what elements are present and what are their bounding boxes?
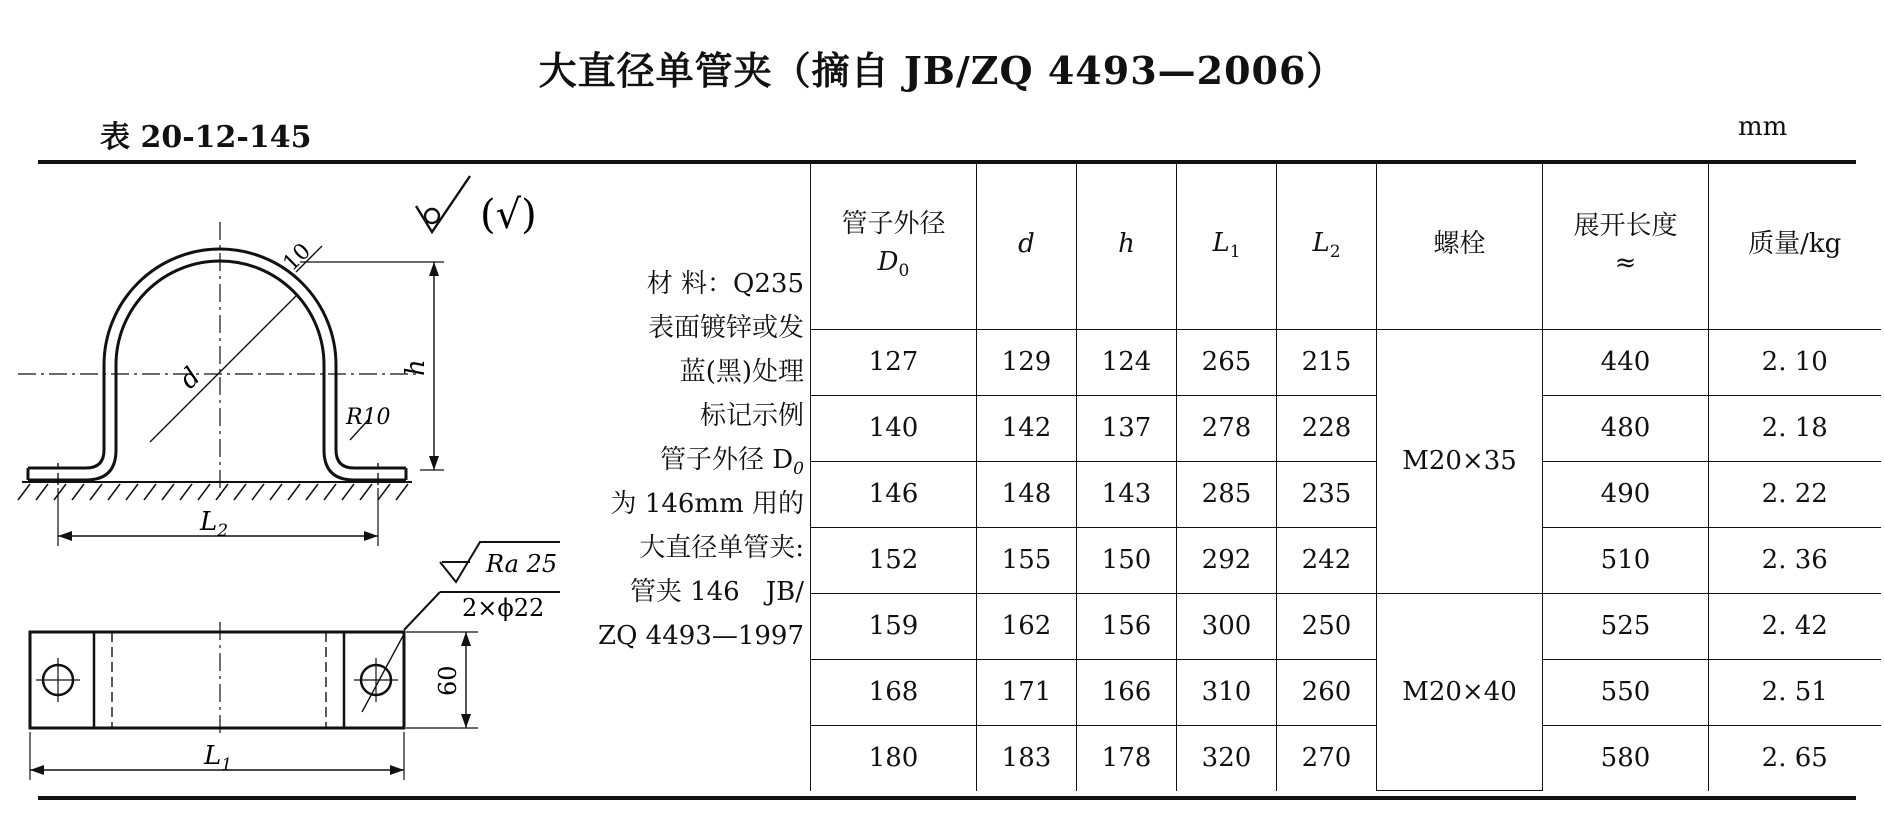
cell-pipe-od: 180 bbox=[811, 725, 977, 791]
cell-developed-length: 510 bbox=[1543, 527, 1709, 593]
cell-L1: 320 bbox=[1177, 725, 1277, 791]
cell-developed-length: 480 bbox=[1543, 395, 1709, 461]
cell-h: 137 bbox=[1077, 395, 1177, 461]
cell-L1: 285 bbox=[1177, 461, 1277, 527]
note-marking-5: ZQ 4493—1997 bbox=[598, 621, 804, 651]
cell-developed-length: 525 bbox=[1543, 593, 1709, 659]
cell-pipe-od: 159 bbox=[811, 593, 977, 659]
cell-pipe-od: 146 bbox=[811, 461, 977, 527]
plan-view bbox=[30, 622, 478, 780]
cell-developed-length: 490 bbox=[1543, 461, 1709, 527]
note-marking-2: 为 146mm 用的 bbox=[610, 489, 804, 519]
roughness-ra-label: Ra 25 bbox=[486, 550, 558, 578]
table-row bbox=[811, 593, 1881, 659]
table-row bbox=[811, 527, 1881, 593]
cell-pipe-od: 152 bbox=[811, 527, 977, 593]
cell-mass: 2. 10 bbox=[1709, 329, 1881, 395]
header-L1: $L_1$ bbox=[1177, 162, 1277, 329]
front-view bbox=[18, 222, 444, 546]
page-title: 大直径单管夹（摘自 JB/ZQ 4493—2006） bbox=[538, 48, 1346, 93]
dim-d-label: d bbox=[173, 361, 207, 395]
cell-L1: 292 bbox=[1177, 527, 1277, 593]
header-d: d bbox=[977, 162, 1077, 329]
cell-L2: 228 bbox=[1277, 395, 1377, 461]
cell-L2: 260 bbox=[1277, 659, 1377, 725]
note-marking-4: 管夹 146 JB/ bbox=[629, 577, 804, 607]
cell-L2: 242 bbox=[1277, 527, 1377, 593]
cell-L1: 265 bbox=[1177, 329, 1277, 395]
cell-L1: 300 bbox=[1177, 593, 1277, 659]
cell-h: 178 bbox=[1077, 725, 1177, 791]
cell-developed-length: 550 bbox=[1543, 659, 1709, 725]
cell-h: 156 bbox=[1077, 593, 1177, 659]
note-surface-2: 蓝(黑)处理 bbox=[679, 357, 804, 387]
roughness-main-label: (√) bbox=[480, 192, 537, 238]
header-bolt: 螺栓 bbox=[1377, 162, 1543, 329]
table-row bbox=[811, 659, 1881, 725]
header-pipe-od: 管子外径 $D_0$ bbox=[811, 162, 977, 329]
cell-h: 166 bbox=[1077, 659, 1177, 725]
cell-mass: 2. 65 bbox=[1709, 725, 1881, 791]
cell-d: 155 bbox=[977, 527, 1077, 593]
dim-h-label: h bbox=[401, 359, 431, 376]
note-marking-title: 标记示例 bbox=[699, 401, 804, 431]
cell-mass: 2. 22 bbox=[1709, 461, 1881, 527]
cell-mass: 2. 18 bbox=[1709, 395, 1881, 461]
cell-d: 171 bbox=[977, 659, 1077, 725]
cell-developed-length: 580 bbox=[1543, 725, 1709, 791]
table-row bbox=[811, 461, 1881, 527]
unit-label: mm bbox=[1738, 112, 1788, 142]
cell-pipe-od: 140 bbox=[811, 395, 977, 461]
material-notes bbox=[586, 262, 804, 658]
dim-60-label: 60 bbox=[434, 665, 462, 696]
roughness-symbol bbox=[416, 176, 470, 232]
radius-label: R10 bbox=[346, 405, 391, 430]
table-row bbox=[811, 395, 1881, 461]
table-header-row bbox=[811, 162, 1881, 329]
cell-mass: 2. 42 bbox=[1709, 593, 1881, 659]
note-marking-3: 大直径单管夹: bbox=[639, 533, 804, 563]
cell-mass: 2. 51 bbox=[1709, 659, 1881, 725]
cell-d: 148 bbox=[977, 461, 1077, 527]
cell-L2: 235 bbox=[1277, 461, 1377, 527]
cell-d: 142 bbox=[977, 395, 1077, 461]
cell-pipe-od: 168 bbox=[811, 659, 977, 725]
table-row bbox=[811, 725, 1881, 791]
cell-h: 150 bbox=[1077, 527, 1177, 593]
note-surface-1: 表面镀锌或发 bbox=[647, 313, 804, 343]
cell-d: 129 bbox=[977, 329, 1077, 395]
dim-L1-label: $L_1$ bbox=[204, 741, 233, 775]
cell-L2: 250 bbox=[1277, 593, 1377, 659]
cell-d: 183 bbox=[977, 725, 1077, 791]
cell-mass: 2. 36 bbox=[1709, 527, 1881, 593]
cell-L1: 310 bbox=[1177, 659, 1277, 725]
header-mass: 质量/kg bbox=[1709, 162, 1881, 329]
cell-L2: 270 bbox=[1277, 725, 1377, 791]
dim-width-label: 10 bbox=[278, 238, 317, 277]
note-material: 材 料：Q235 bbox=[646, 269, 804, 299]
note-marking-od: 管子外径 $D_0$ bbox=[660, 445, 804, 480]
cell-bolt: M20×40 bbox=[1377, 593, 1543, 791]
header-developed-length: 展开长度 ≈ bbox=[1543, 162, 1709, 329]
cell-h: 124 bbox=[1077, 329, 1177, 395]
cell-L1: 278 bbox=[1177, 395, 1277, 461]
dim-L2-label: $L_2$ bbox=[200, 507, 229, 541]
cell-bolt: M20×35 bbox=[1377, 329, 1543, 593]
cell-d: 162 bbox=[977, 593, 1077, 659]
header-L2: $L_2$ bbox=[1277, 162, 1377, 329]
header-h: h bbox=[1077, 162, 1177, 329]
dimension-table bbox=[810, 162, 1881, 791]
table-row bbox=[811, 329, 1881, 395]
cell-developed-length: 440 bbox=[1543, 329, 1709, 395]
cell-pipe-od: 127 bbox=[811, 329, 977, 395]
cell-L2: 215 bbox=[1277, 329, 1377, 395]
holes-label: 2×ϕ22 bbox=[462, 594, 545, 622]
cell-h: 143 bbox=[1077, 461, 1177, 527]
table-number: 表 20-12-145 bbox=[100, 120, 312, 155]
